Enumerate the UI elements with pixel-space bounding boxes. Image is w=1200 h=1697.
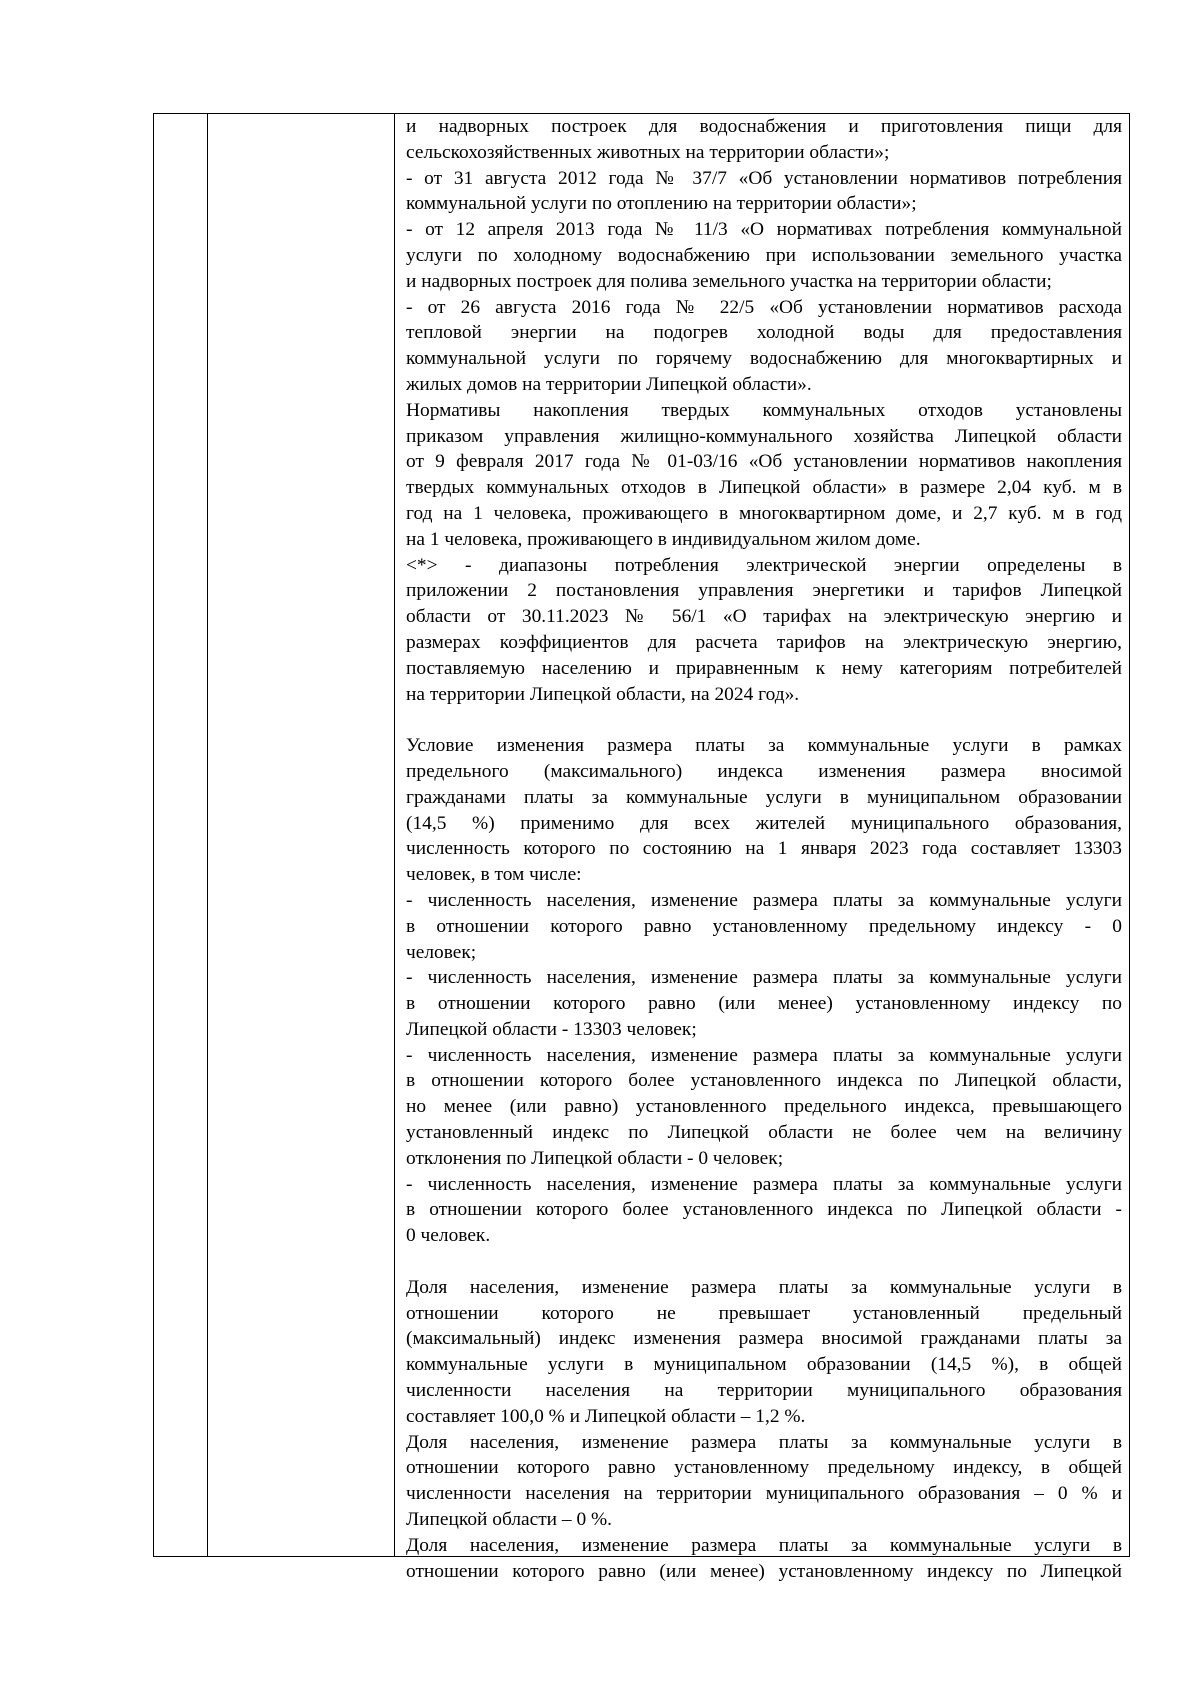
paragraph-gap bbox=[406, 707, 1122, 733]
text-line: - от 12 апреля 2013 года № 11/3 «О нормативах потребления коммунальной bbox=[406, 219, 1122, 241]
text-line: Доля населения, изменение размера платы за коммунальные услуги в bbox=[406, 1431, 1122, 1453]
text-line: Условие изменения размера платы за коммунальные услуги в рамках bbox=[406, 735, 1122, 757]
text-line: размерах коэффициентов для расчета тарифов на электрическую энергию, bbox=[406, 631, 1122, 653]
column-divider-1 bbox=[207, 114, 208, 1556]
text-line: - от 26 августа 2016 года № 22/5 «Об установлении нормативов расхода bbox=[406, 296, 1122, 318]
paragraph-gap bbox=[406, 1249, 1122, 1275]
text-line: - от 31 августа 2012 года № 37/7 «Об установлении нормативов потребления bbox=[406, 167, 1122, 189]
text-line: в отношении которого более установленного индекса по Липецкой области - bbox=[406, 1199, 1122, 1221]
text-line: в отношении которого более установленного индекса по Липецкой области, bbox=[406, 1070, 1122, 1092]
text-line: Нормативы накопления твердых коммунальных отходов установлены bbox=[406, 399, 1122, 421]
text-line: на территории Липецкой области, на 2024 год». bbox=[406, 683, 800, 705]
text-line: отношении которого равно установленному предельному индексу, в общей bbox=[406, 1457, 1122, 1479]
text-line: Липецкой области – 0 %. bbox=[406, 1509, 612, 1531]
text-line: установленный индекс по Липецкой области не более чем на величину bbox=[406, 1122, 1122, 1144]
text-line: жилых домов на территории Липецкой области». bbox=[406, 373, 812, 395]
text-line: на 1 человека, проживающего в индивидуальном жилом доме. bbox=[406, 528, 921, 550]
text-line: поставляемую населению и приравненным к нему категориям потребителей bbox=[406, 657, 1122, 679]
text-line: коммунальной услуги по отоплению на территории области»; bbox=[406, 193, 917, 215]
text-line: <*> - диапазоны потребления электрической энергии определены в bbox=[406, 554, 1122, 576]
text-line: - численность населения, изменение размера платы за коммунальные услуги bbox=[406, 1173, 1122, 1195]
text-line: сельскохозяйственных животных на территории области»; bbox=[406, 141, 890, 163]
text-line: - численность населения, изменение размера платы за коммунальные услуги bbox=[406, 1044, 1122, 1066]
text-line: (максимальный) индекс изменения размера вносимой гражданами платы за bbox=[406, 1328, 1122, 1350]
text-line: численность которого по состоянию на 1 января 2023 года составляет 13303 bbox=[406, 838, 1122, 860]
text-line: от 9 февраля 2017 года № 01-03/16 «Об установлении нормативов накопления bbox=[406, 451, 1122, 473]
text-line: - численность населения, изменение размера платы за коммунальные услуги bbox=[406, 967, 1122, 989]
text-line: услуги по холодному водоснабжению при использовании земельного участка bbox=[406, 244, 1122, 266]
text-line: человек; bbox=[406, 941, 477, 963]
text-line: отклонения по Липецкой области - 0 человек; bbox=[406, 1147, 784, 1169]
text-line: составляет 100,0 % и Липецкой области – 1,2 %. bbox=[406, 1405, 806, 1427]
text-line: Доля населения, изменение размера платы за коммунальные услуги в bbox=[406, 1276, 1122, 1298]
text-line: Доля населения, изменение размера платы за коммунальные услуги в bbox=[406, 1534, 1122, 1556]
text-line: - численность населения, изменение размера платы за коммунальные услуги bbox=[406, 889, 1122, 911]
text-line: отношении которого равно (или менее) установленному индексу по Липецкой bbox=[406, 1560, 1122, 1582]
text-line: коммунальные услуги в муниципальном образовании (14,5 %), в общей bbox=[406, 1354, 1122, 1376]
text-line: и надворных построек для водоснабжения и приготовления пищи для bbox=[406, 116, 1122, 137]
text-line: в отношении которого равно установленному предельному индексу - 0 bbox=[406, 915, 1122, 937]
text-line: (14,5 %) применимо для всех жителей муниципального образования, bbox=[406, 812, 1122, 834]
text-line: год на 1 человека, проживающего в многоквартирном доме, и 2,7 куб. м в год bbox=[406, 502, 1122, 524]
document-table bbox=[153, 113, 1130, 1582]
text-line: человек, в том числе: bbox=[406, 864, 582, 886]
text-line: приказом управления жилищно-коммунального хозяйства Липецкой области bbox=[406, 425, 1122, 447]
column-divider-2 bbox=[394, 114, 395, 1556]
table-cell-text bbox=[406, 114, 1122, 1584]
text-line: в отношении которого равно (или менее) установленному индексу по bbox=[406, 993, 1122, 1015]
text-line: численности населения на территории муниципального образования bbox=[406, 1380, 1122, 1402]
text-line: коммунальной услуги по горячему водоснабжению для многоквартирных и bbox=[406, 348, 1122, 370]
text-line: но менее (или равно) установленного предельного индекса, превышающего bbox=[406, 1096, 1122, 1118]
text-line: предельного (максимального) индекса изменения размера вносимой bbox=[406, 760, 1122, 782]
text-line: приложении 2 постановления управления энергетики и тарифов Липецкой bbox=[406, 580, 1122, 602]
text-line: Липецкой области - 13303 человек; bbox=[406, 1018, 697, 1040]
text-line: тепловой энергии на подогрев холодной воды для предоставления bbox=[406, 322, 1122, 344]
text-line: и надворных построек для полива земельного участка на территории области; bbox=[406, 270, 1052, 292]
text-line: твердых коммунальных отходов в Липецкой области» в размере 2,04 куб. м в bbox=[406, 477, 1122, 499]
text-line: отношении которого не превышает установленный предельный bbox=[406, 1302, 1122, 1324]
text-line: численности населения на территории муниципального образования – 0 % и bbox=[406, 1483, 1122, 1505]
text-line: 0 человек. bbox=[406, 1225, 491, 1247]
text-line: области от 30.11.2023 № 56/1 «О тарифах на электрическую энергию и bbox=[406, 606, 1122, 628]
text-line: гражданами платы за коммунальные услуги в муниципальном образовании bbox=[406, 786, 1122, 808]
